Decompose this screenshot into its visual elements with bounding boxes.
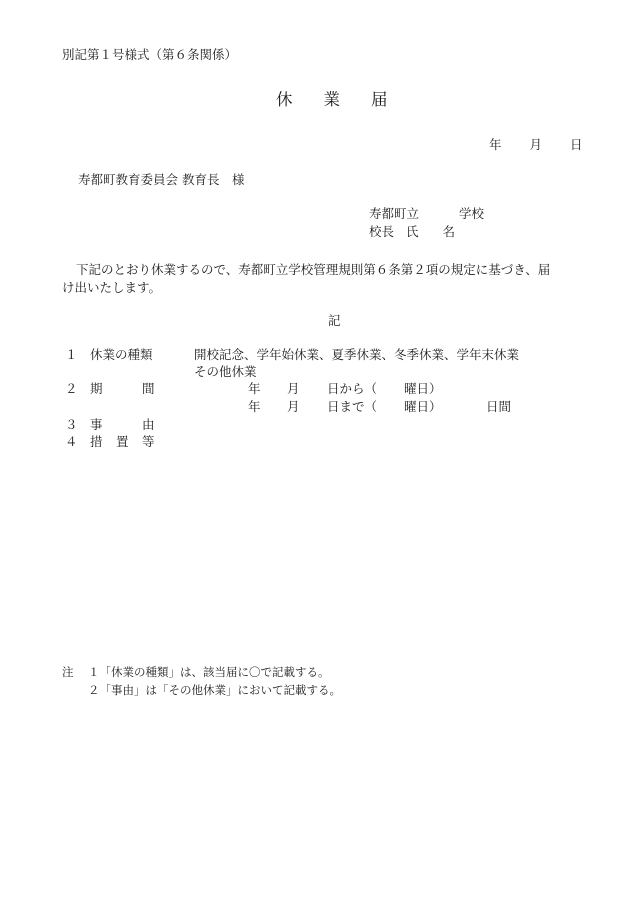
title-char: 届 bbox=[371, 90, 389, 109]
item-4-number: ４ bbox=[65, 434, 78, 449]
period-start-year: 年 bbox=[248, 381, 261, 396]
addressee: 寿都町教育委員会 教育長 様 bbox=[78, 172, 245, 187]
date-year: 年 bbox=[489, 137, 502, 152]
period-end-weekday: 曜日） bbox=[404, 399, 442, 414]
body-text-line-2: け出いたします。 bbox=[62, 280, 162, 295]
period-start-month: 月 bbox=[287, 381, 300, 396]
document-title bbox=[276, 92, 389, 108]
date-month: 月 bbox=[529, 137, 543, 152]
principal-name: 校長 氏 名 bbox=[369, 224, 456, 239]
item-2-label-char: 期 bbox=[90, 381, 103, 396]
period-start-day: 日から（ bbox=[327, 381, 378, 396]
body-text-line-1: 下記のとおり休業するので、寿都町立学校管理規則第６条第２項の規定に基づき、届 bbox=[76, 262, 551, 277]
item-3-label-char: 事 bbox=[90, 417, 103, 432]
period-end-year: 年 bbox=[248, 399, 261, 414]
note-1: １「休業の種類」は、該当届に〇で記載する。 bbox=[88, 665, 330, 679]
item-3-number: ３ bbox=[65, 417, 78, 432]
ki-heading: 記 bbox=[328, 313, 341, 328]
item-4-label-char: 置 bbox=[116, 434, 129, 449]
item-1-number: １ bbox=[65, 347, 78, 362]
note-2: ２「事由」は「その他休業」において記載する。 bbox=[88, 683, 341, 697]
item-1-value-2: その他休業 bbox=[194, 364, 257, 379]
period-start-weekday: 曜日） bbox=[404, 381, 442, 396]
item-2-number: ２ bbox=[65, 381, 78, 396]
date-day: 日 bbox=[570, 137, 583, 152]
period-days: 日間 bbox=[486, 399, 512, 414]
school-name: 寿都町立 学校 bbox=[369, 206, 485, 221]
item-1-label: 休業の種類 bbox=[90, 347, 153, 362]
form-label: 別記第１号様式（第６条関係） bbox=[62, 47, 238, 62]
item-4-label-char: 等 bbox=[142, 434, 155, 449]
title-char: 休 bbox=[276, 90, 294, 109]
period-end-day: 日まで（ bbox=[327, 399, 378, 414]
period-end-month: 月 bbox=[287, 399, 300, 414]
item-1-value: 開校記念、学年始休業、夏季休業、冬季休業、学年末休業 bbox=[194, 347, 520, 362]
date-line bbox=[489, 137, 583, 153]
note-prefix: 注 bbox=[62, 665, 74, 679]
title-char: 業 bbox=[323, 90, 341, 109]
item-2-label-char: 間 bbox=[142, 381, 155, 396]
item-4-label-char: 措 bbox=[90, 434, 103, 449]
item-3-label-char: 由 bbox=[142, 417, 155, 432]
